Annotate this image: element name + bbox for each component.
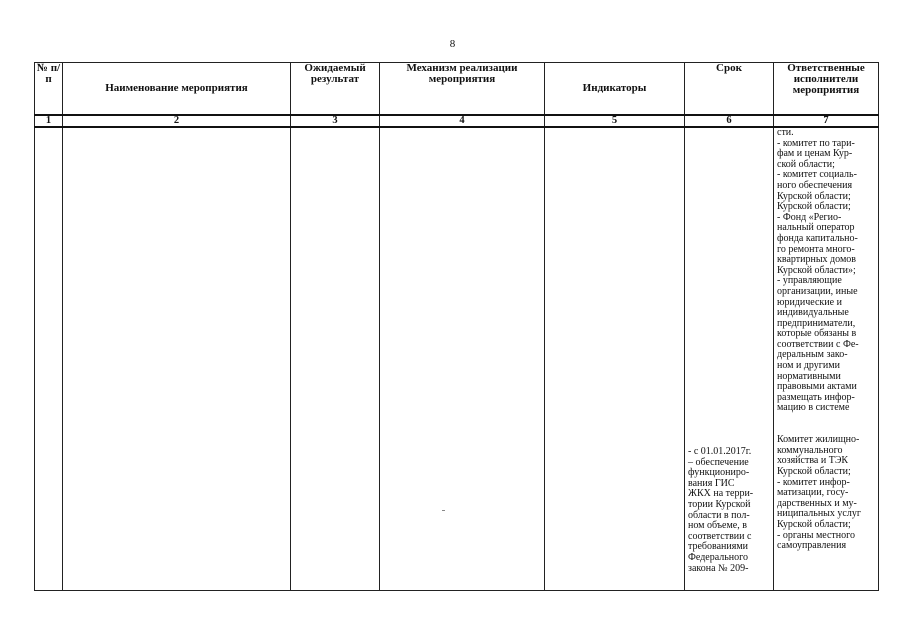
text-line: ном объеме, в xyxy=(688,520,747,532)
text-line: - органы местного xyxy=(777,529,855,541)
text-line: хозяйства и ТЭК xyxy=(777,455,849,467)
text-line: – обеспечение xyxy=(688,456,749,468)
text-line: го ремонта много- xyxy=(777,243,855,255)
mechanism-cell xyxy=(380,127,545,591)
text-line: нормативными xyxy=(777,370,841,382)
header-row xyxy=(35,63,879,116)
text-line: сти. xyxy=(777,127,794,138)
text-line: - комитет инфор- xyxy=(777,476,850,488)
text-line: - комитет по тари- xyxy=(777,137,855,149)
text-line: Федерального xyxy=(688,551,749,563)
text-line: требованиями xyxy=(688,541,749,553)
column-number-row xyxy=(35,115,879,127)
text-line: Курской области; xyxy=(777,466,851,477)
text-line: Комитет жилищно- xyxy=(777,434,860,446)
text-line: деральным зако- xyxy=(777,349,848,361)
text-line: Курской области»; xyxy=(777,264,856,276)
number-cell xyxy=(35,127,63,591)
measure-name-cell xyxy=(63,127,291,591)
header-indicators: Индикаторы xyxy=(545,63,685,116)
text-line: фам и ценам Кур- xyxy=(777,148,853,160)
responsible-cell xyxy=(774,127,879,591)
text-line: - с 01.01.2017г. xyxy=(688,446,752,457)
column-number: 7 xyxy=(774,115,879,127)
text-line: матизации, госу- xyxy=(777,487,849,499)
column-number: 6 xyxy=(685,115,774,127)
column-number: 1 xyxy=(35,115,63,127)
column-number: 4 xyxy=(380,115,545,127)
text-line: фонда капитально- xyxy=(777,232,858,244)
term-text xyxy=(685,128,773,574)
column-number: 2 xyxy=(63,115,291,127)
text-line: организации, иные xyxy=(777,285,858,297)
page-number: 8 xyxy=(449,38,456,50)
text-line: Курской области; xyxy=(777,190,851,202)
indicators-cell xyxy=(545,127,685,591)
header-measure-name: Наименование мероприятия xyxy=(63,63,291,116)
header-mechanism: Механизм реализации мероприятия xyxy=(380,63,545,116)
text-line: самоуправления xyxy=(777,540,847,552)
header-term: Срок xyxy=(685,63,774,116)
text-line: области в пол- xyxy=(688,509,750,521)
text-line: закона № 209- xyxy=(688,562,749,574)
text-line: ЖКХ на терри- xyxy=(688,488,754,500)
text-line: нальный оператор xyxy=(777,222,855,234)
column-number: 5 xyxy=(545,115,685,127)
text-line: - комитет социаль- xyxy=(777,169,857,181)
header-responsible: Ответственные исполнители мероприятия xyxy=(774,63,879,116)
text-line: коммунального xyxy=(777,444,843,456)
text-line: правовыми актами xyxy=(777,381,857,393)
column-number: 3 xyxy=(291,115,380,127)
text-line: - управляющие xyxy=(777,275,842,287)
text-line: тории Курской xyxy=(688,498,751,510)
text-line: индивидуальные xyxy=(777,307,849,319)
text-line: ного обеспечения xyxy=(777,179,853,191)
text-line: юридические и xyxy=(777,296,842,308)
scan-artifact xyxy=(442,510,445,511)
responsible-text xyxy=(774,128,878,552)
term-cell xyxy=(685,127,774,591)
text-line: которые обязаны в xyxy=(777,328,857,340)
text-line: - Фонд «Регио- xyxy=(777,211,842,223)
text-line: Курской области; xyxy=(777,518,851,530)
text-line: ном и другими xyxy=(777,360,840,372)
text-line: вания ГИС xyxy=(688,477,735,489)
expected-result-cell xyxy=(291,127,380,591)
table-row xyxy=(35,127,879,591)
header-expected-result: Ожидаемый результат xyxy=(291,63,380,116)
text-line: Курской области; xyxy=(777,201,851,213)
text-line: соответствии с Фе- xyxy=(777,338,859,350)
spacer xyxy=(777,414,875,425)
measures-table xyxy=(34,62,879,591)
text-line: соответствии с xyxy=(688,530,752,542)
text-line: мацию в системе xyxy=(777,402,850,414)
header-number: № п/п xyxy=(35,63,63,116)
text-line: функциониро- xyxy=(688,467,750,479)
text-line: дарственных и му- xyxy=(777,497,857,509)
text-line: ской области; xyxy=(777,158,835,170)
text-line: ниципальных услуг xyxy=(777,508,861,520)
text-line: размещать инфор- xyxy=(777,391,855,403)
text-line: квартирных домов xyxy=(777,254,856,266)
text-line: предприниматели, xyxy=(777,317,856,329)
